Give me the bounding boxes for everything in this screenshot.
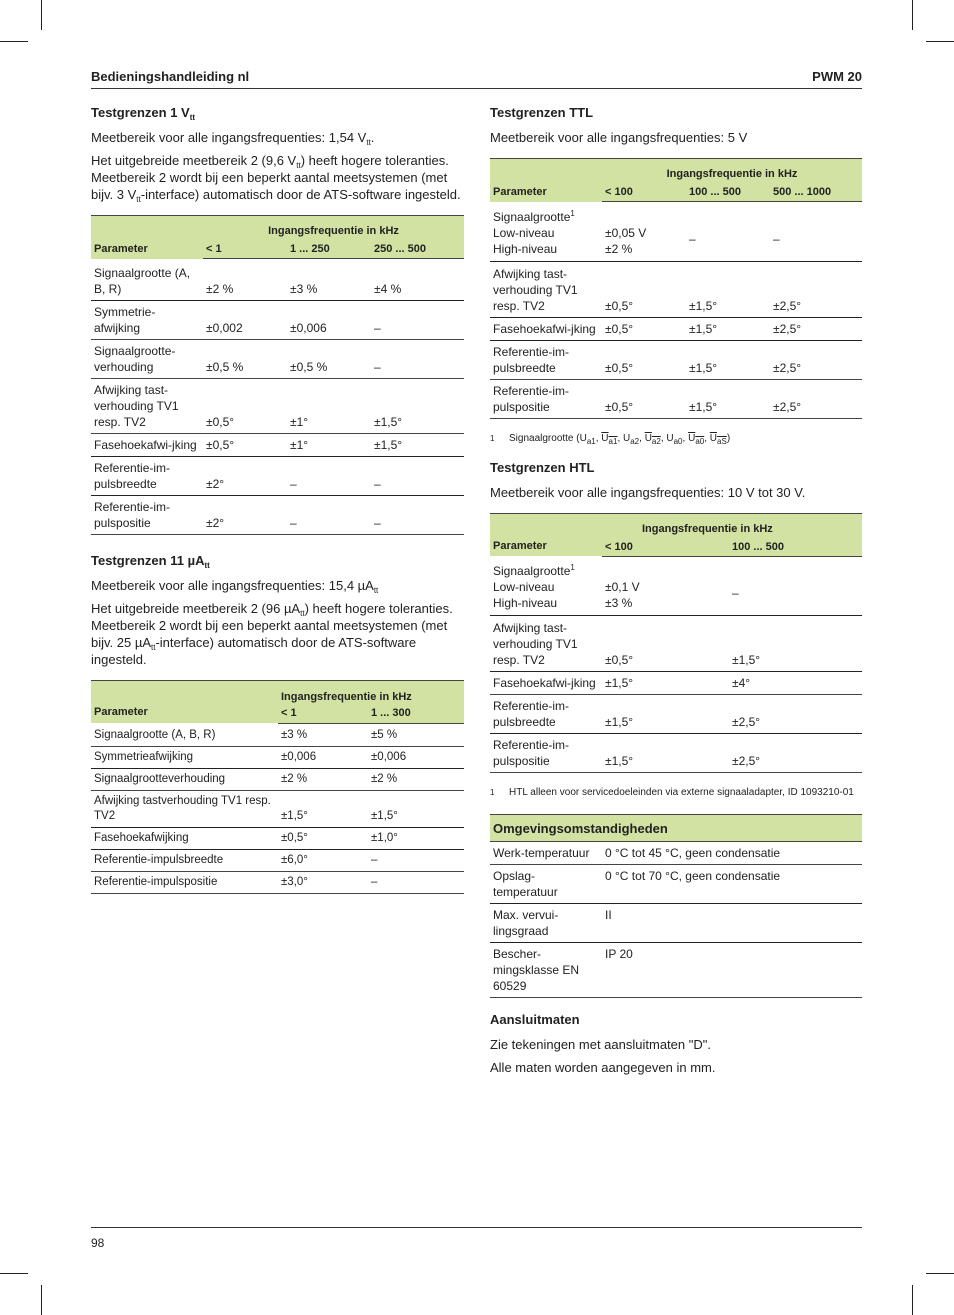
table-row: Fasehoekafwijking ±0,5° ±1,0° — [91, 828, 464, 850]
table-row: Referentie-impulspositie ±3,0° – — [91, 872, 464, 894]
freq-header: Ingangsfrequentie in kHz — [278, 680, 464, 703]
table-row: Afwijking tast-verhouding TV1 resp. TV2 ±0,5° ±1,5° — [490, 616, 862, 672]
page-number: 98 — [91, 1236, 105, 1250]
section-title-ua: Testgrenzen 11 µA$_{tt}$ — [91, 552, 210, 570]
table-row: Referentie-im-pulspositie ±1,5° ±2,5° — [490, 734, 862, 773]
aansluit-p2: Alle maten worden aangegeven in mm. — [490, 1060, 716, 1075]
table-row: Fasehoekafwi-jking ±0,5° ±1° ±1,5° — [91, 433, 464, 456]
ua-table — [91, 680, 464, 895]
table-row: Referentie-impulsbreedte ±6,0° – — [91, 850, 464, 872]
param-header: Parameter — [91, 216, 203, 259]
col-header: 500 ... 1000 — [770, 180, 862, 202]
vtt-extended: Het uitgebreide meetbereik 2 (9,6 $V_{tt}$) heeft hogere toleranties. Meetbereik 2 wordt bij een beperkt aantal meetsystemen (met bijv. 3 $V_{tt}-interface$) automatisch door de ATS-software ingesteld. — [91, 153, 461, 204]
table-row: Afwijking tast-verhouding TV1 resp. TV2 ±0,5° ±1,5° ±2,5° — [490, 261, 862, 317]
section-title-vtt: Testgrenzen 1 $V_{tt}$ — [91, 105, 196, 122]
col-header: 250 ... 500 — [371, 237, 464, 259]
freq-header: Ingangsfrequentie in kHz — [602, 159, 862, 181]
freq-header: Ingangsfrequentie in kHz — [602, 513, 862, 535]
left-column — [91, 105, 464, 894]
table-row: Referentie-im-pulsbreedte ±1,5° ±2,5° — [490, 695, 862, 734]
table-row: Referentie-im-pulsbreedte ±0,5° ±1,5° ±2,5° — [490, 340, 862, 379]
vtt-table — [91, 215, 464, 535]
table-row: Opslag-temperatuur 0 °C tot 70 °C, geen condensatie — [490, 865, 862, 904]
ua-range: Meetbereik voor alle ingangsfrequenties: 15,4 µA$_{tt}$ — [91, 577, 379, 595]
table-row: Referentie-im-pulspositie ±0,5° ±1,5° ±2,5° — [490, 379, 862, 418]
col-header: 1 ... 300 — [368, 703, 464, 724]
table-row: Referentie-im-pulsbreedte ±2° – – — [91, 456, 464, 495]
col-header: 100 ... 500 — [729, 535, 862, 557]
env-title: Omgevingsomstandigheden — [490, 815, 862, 842]
table-row: Signaalgrootte (A, B, R) ±3 % ±5 % — [91, 723, 464, 747]
col-header: < 100 — [602, 535, 729, 557]
table-row: Werk-temperatuur 0 °C tot 45 °C, geen condensatie — [490, 842, 862, 865]
crop-mark — [41, 0, 42, 30]
crop-mark — [926, 1273, 954, 1274]
table-row: Max. vervui-lingsgraad II — [490, 904, 862, 943]
page-footer — [91, 1227, 862, 1250]
table-row: Referentie-im-pulspositie ±2° – – — [91, 495, 464, 534]
page-header — [91, 68, 862, 89]
col-header: 100 ... 500 — [686, 180, 770, 202]
vtt-range: Meetbereik voor alle ingangsfrequenties: 1,54 $V_{tt}$. — [91, 130, 375, 147]
ttl-footnote: 1 Signaalgrootte ($U_{a1}$, $U_{a1}$, $U_{a2}$, $U_{a2}$, $U_{a0}$, $U_{a0}$, $U_{aS}$) — [490, 432, 731, 446]
table-row: Signaalgrootte$^1$ Low-niveau High-niveau ±0,05 V ±2 % – – — [490, 202, 862, 262]
table-row: Afwijking tast-verhouding TV1 resp. TV2 ±0,5° ±1° ±1,5° — [91, 378, 464, 433]
htl-table — [490, 513, 862, 774]
section-title-aansluit: Aansluitmaten — [490, 1012, 580, 1027]
param-header: Parameter — [490, 513, 602, 556]
col-header: < 100 — [602, 180, 686, 202]
aansluit-p1: Zie tekeningen met aansluitmaten "D". — [490, 1037, 711, 1052]
crop-mark — [912, 0, 913, 30]
freq-header: Ingangsfrequentie in kHz — [203, 216, 464, 238]
crop-mark — [41, 1285, 42, 1315]
table-row: Symmetrie-afwijking ±0,002 ±0,006 – — [91, 300, 464, 339]
table-row: Signaalgrootte (A, B, R) ±2 % ±3 % ±4 % — [91, 259, 464, 301]
table-row: Signaalgrootte$^1$ Low-niveau High-niveau ±0,1 V ±3 % – — [490, 556, 862, 616]
section-title-ttl: Testgrenzen TTL — [490, 105, 594, 120]
manual-title: Bedieningshandleiding nl — [91, 69, 250, 84]
param-header: Parameter — [490, 159, 602, 202]
ttl-range: Meetbereik voor alle ingangsfrequenties: 5 V — [490, 130, 748, 145]
col-header: 1 ... 250 — [287, 237, 371, 259]
htl-footnote: 1 HTL alleen voor servicedoeleinden via externe signaaladapter, ID 1093210-01 — [490, 787, 854, 798]
htl-range: Meetbereik voor alle ingangsfrequenties: 10 V tot 30 V. — [490, 484, 806, 500]
col-header: < 1 — [278, 703, 368, 724]
product-name: PWM 20 — [812, 69, 862, 84]
col-header: < 1 — [203, 237, 287, 259]
crop-mark — [0, 1273, 28, 1274]
table-row: Signaalgrootteverhouding ±2 % ±2 % — [91, 769, 464, 791]
table-row: Fasehoekafwi-jking ±0,5° ±1,5° ±2,5° — [490, 317, 862, 340]
table-row: Afwijking tastverhouding TV1 resp. TV2 ±1,5° ±1,5° — [91, 791, 464, 828]
table-row: Symmetrieafwijking ±0,006 ±0,006 — [91, 747, 464, 769]
crop-mark — [912, 1285, 913, 1315]
table-row: Signaalgrootte-verhouding ±0,5 % ±0,5 % – — [91, 339, 464, 378]
crop-mark — [0, 41, 28, 42]
table-row: Bescher-mingsklasse EN 60529 IP 20 — [490, 943, 862, 998]
section-title-htl: Testgrenzen HTL — [490, 459, 595, 475]
environment-table — [490, 814, 862, 998]
ttl-table — [490, 158, 862, 419]
crop-mark — [926, 41, 954, 42]
table-row: Fasehoekafwi-jking ±1,5° ±4° — [490, 672, 862, 695]
ua-extended: Het uitgebreide meetbereik 2 (96 µA$_{tt}$) heeft hogere toleranties. Meetbereik 2 wordt bij een beperkt aantal meetsystemen (met bijv. 25 µA$_{tt}$-interface) automatisch door de ATS-software ingesteld. — [91, 600, 453, 667]
right-column — [490, 105, 862, 1082]
param-header: Parameter — [91, 680, 278, 723]
